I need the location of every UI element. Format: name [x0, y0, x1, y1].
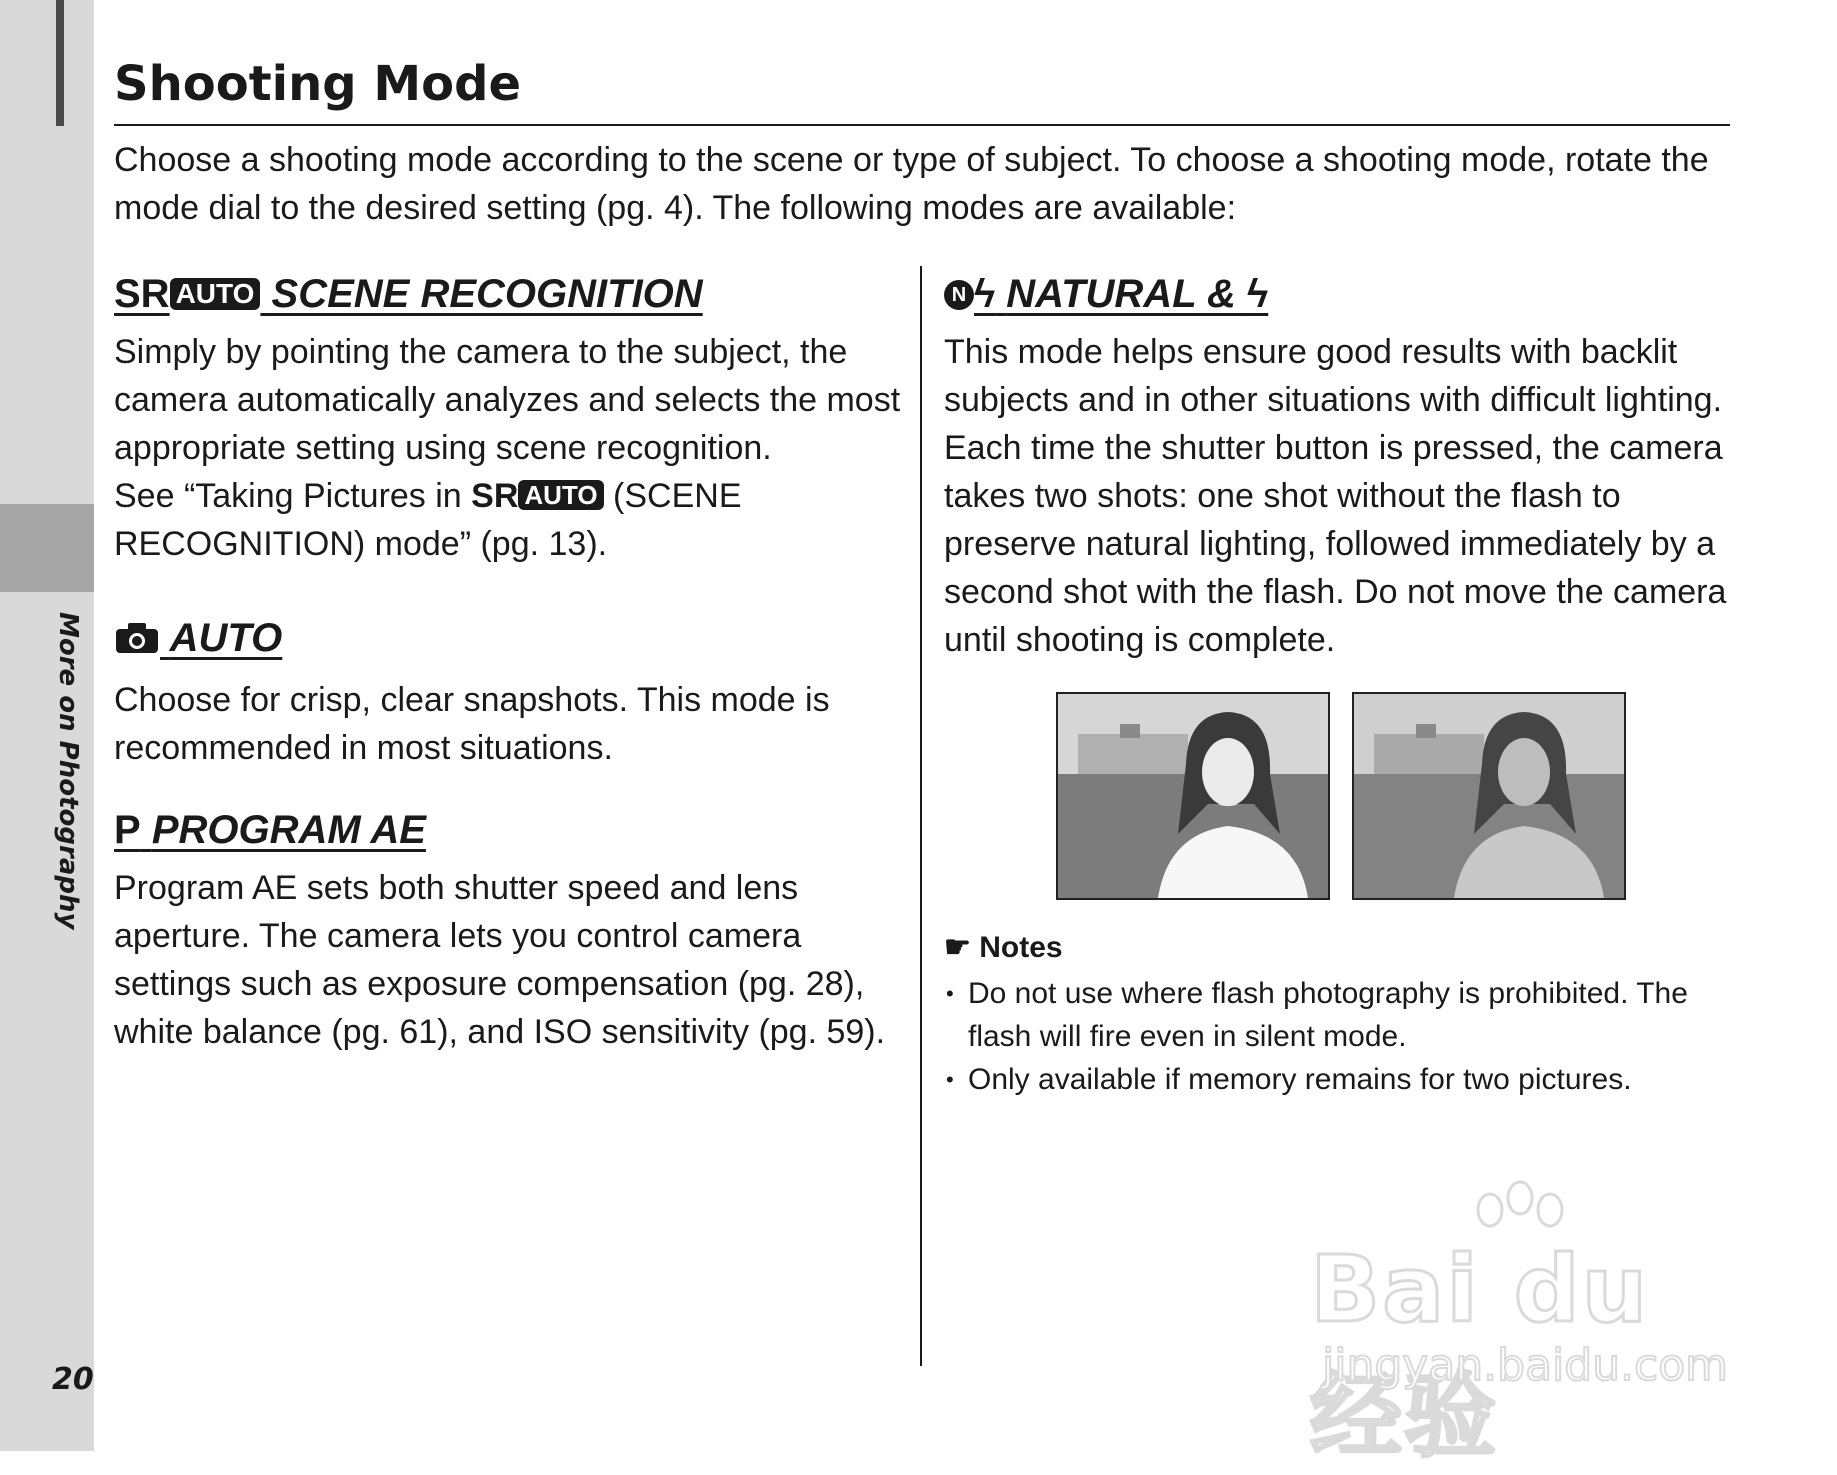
see-suffix: (SCENE RECOGNITION) mode” (pg. 13). [114, 477, 742, 563]
notes-heading [944, 928, 1744, 968]
auto-body: Choose for crisp, clear snapshots. This mode is recommended in most situations. [114, 681, 830, 767]
intro-paragraph: Choose a shooting mode according to the scene or type of subject. To choose a shooting mode, rotate the mode dial to the desired setting (pg. 4). The following modes are available: [114, 141, 1709, 227]
column-divider [920, 266, 922, 1366]
auto-badge: AUTO [170, 278, 261, 310]
see-sr: SR [471, 477, 519, 515]
natural-icon: N [944, 280, 974, 310]
left-column [114, 266, 904, 1098]
watermark-url: jingyan.baidu.com [1322, 1340, 1729, 1391]
see-auto-badge: AUTO [518, 480, 603, 510]
baidu-watermark [1310, 1180, 1770, 1470]
natural-flash-body: This mode helps ensure good results with backlit subjects and in other situations with difficult lighting. Each time the shutter button is pressed, the camera takes two shots: one shot without the flash to preserve natural lighting, followed immediately by a second shot with the flash. Do not move the camera until shooting is complete. [944, 333, 1727, 659]
notes-list [944, 972, 1744, 1101]
photo-with-flash [1352, 692, 1626, 900]
natural-flash-heading [944, 266, 1744, 322]
page-title: Shooting Mode [114, 56, 521, 112]
see-prefix: See “Taking Pictures in [114, 477, 472, 515]
scene-recognition-body: Simply by pointing the camera to the subject, the camera automatically analyzes and selects the most appropriate setting using scene recognition. [114, 333, 901, 467]
natural-flash-title: NATURAL & [1006, 272, 1248, 316]
right-column [944, 266, 1744, 1101]
scene-recognition-heading [114, 266, 904, 322]
note-item: • Do not use where flash photography is prohibited. The flash will fire even in silent mode. [944, 972, 1744, 1058]
program-ae-heading [114, 802, 904, 858]
scene-recognition-title: SCENE RECOGNITION [271, 272, 703, 316]
sidebar-tab [0, 504, 94, 592]
flash-icon-2: ϟ [1247, 272, 1269, 316]
watermark-brand: Bai du 经验 [1310, 1236, 1650, 1470]
title-divider [114, 124, 1730, 126]
program-ae-body: Program AE sets both shutter speed and lens aperture. The camera lets you control camera settings such as exposure compensation (pg. 28), white balance (pg. 61), and ISO sensitivity (pg. 59). [114, 869, 886, 1051]
sr-label: SR [114, 272, 170, 316]
note-item: • Only available if memory remains for two pictures. [944, 1058, 1744, 1101]
section-label: More on Photography [53, 612, 83, 930]
camera-icon [114, 614, 160, 670]
title-accent-bar [56, 0, 64, 126]
flash-icon: ϟ [974, 272, 996, 316]
example-photos [1056, 692, 1744, 900]
auto-title: AUTO [169, 616, 283, 660]
pointing-hand-icon: ☛ [944, 931, 971, 964]
program-letter: P [114, 808, 141, 852]
scene-recognition-see [114, 472, 904, 568]
photo-without-flash [1056, 692, 1330, 900]
program-ae-title: PROGRAM AE [151, 808, 426, 852]
page-number: 20 [52, 1362, 94, 1397]
notes-title: Notes [979, 931, 1063, 964]
auto-heading [114, 610, 904, 670]
